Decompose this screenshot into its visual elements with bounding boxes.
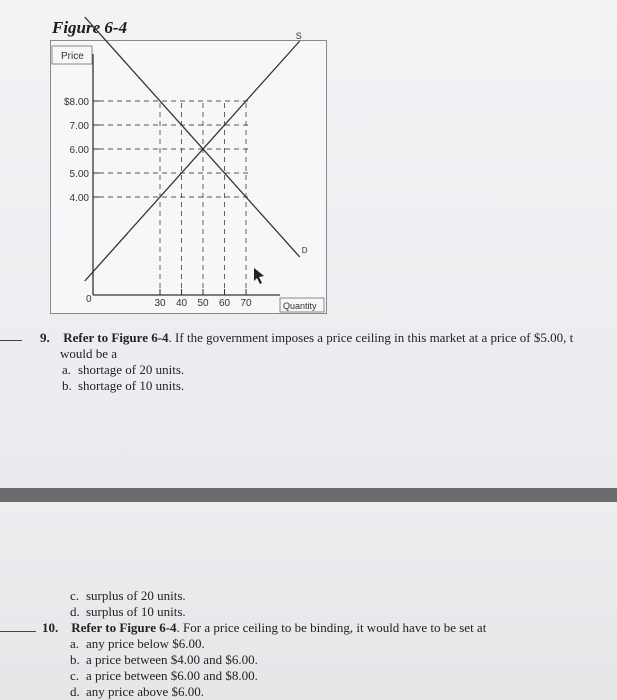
cursor-arrow-icon bbox=[254, 268, 264, 284]
q9-option-d[interactable]: surplus of 10 units. bbox=[86, 604, 186, 619]
question-10-number: 10. bbox=[42, 620, 59, 635]
question-10-ref: Refer to Figure 6-4 bbox=[71, 620, 177, 635]
q10-option-a[interactable]: any price below $6.00. bbox=[86, 636, 205, 651]
q9-option-c-letter: c. bbox=[70, 588, 80, 603]
q10-option-a-letter: a. bbox=[70, 636, 80, 651]
y-axis-label: Price bbox=[61, 51, 84, 62]
x-tick-label: 30 bbox=[154, 298, 166, 309]
q9-option-b[interactable]: shortage of 10 units. bbox=[78, 378, 185, 393]
question-9-continued bbox=[70, 588, 570, 620]
q10-option-b[interactable]: a price between $4.00 and $6.00. bbox=[86, 652, 258, 667]
y-tick-label: $8.00 bbox=[63, 97, 89, 108]
question-9-ref: Refer to Figure 6-4 bbox=[63, 330, 169, 345]
y-tick-label: 5.00 bbox=[69, 169, 89, 180]
question-10-text: . For a price ceiling to be binding, it would have to be set at bbox=[176, 620, 487, 635]
x-tick-label: 50 bbox=[197, 298, 209, 309]
y-tick-label: 4.00 bbox=[69, 193, 89, 204]
chart-marks bbox=[64, 17, 308, 309]
page-divider bbox=[0, 488, 617, 502]
supply-label: S bbox=[295, 31, 302, 41]
origin-label: 0 bbox=[86, 294, 92, 305]
q10-option-c-letter: c. bbox=[70, 668, 80, 683]
q9-option-a-letter: a. bbox=[62, 362, 72, 377]
question-9-number: 9. bbox=[40, 330, 50, 345]
demand-label: D bbox=[301, 246, 308, 255]
y-tick-label: 7.00 bbox=[69, 121, 89, 132]
question-9-text: . If the government imposes a price ceiling in this market at a price of $5.00, t bbox=[168, 330, 574, 345]
q10-option-b-letter: b. bbox=[70, 652, 80, 667]
x-axis-label: Quantity bbox=[283, 301, 317, 311]
question-9-text-line2: would be a bbox=[60, 346, 118, 361]
answer-blank-q9[interactable] bbox=[0, 340, 22, 341]
answer-blank-q10[interactable] bbox=[0, 631, 36, 632]
supply-demand-chart bbox=[50, 31, 327, 314]
y-tick-label: 6.00 bbox=[69, 145, 89, 156]
q9-option-c[interactable]: surplus of 20 units. bbox=[86, 588, 186, 603]
q10-option-d-letter: d. bbox=[70, 684, 80, 699]
q9-option-d-letter: d. bbox=[70, 604, 80, 619]
figure-title: Figure 6-4 bbox=[52, 18, 128, 37]
q9-option-b-letter: b. bbox=[62, 378, 72, 393]
q9-option-a[interactable]: shortage of 20 units. bbox=[78, 362, 185, 377]
q10-option-c[interactable]: a price between $6.00 and $8.00. bbox=[86, 668, 258, 683]
x-tick-label: 70 bbox=[240, 298, 252, 309]
x-tick-label: 60 bbox=[218, 298, 231, 309]
x-tick-label: 40 bbox=[175, 298, 188, 309]
question-9 bbox=[40, 330, 617, 394]
question-10 bbox=[42, 620, 602, 700]
q10-option-d[interactable]: any price above $6.00. bbox=[86, 684, 205, 699]
demand-curve bbox=[85, 17, 300, 257]
supply-curve bbox=[85, 41, 300, 281]
